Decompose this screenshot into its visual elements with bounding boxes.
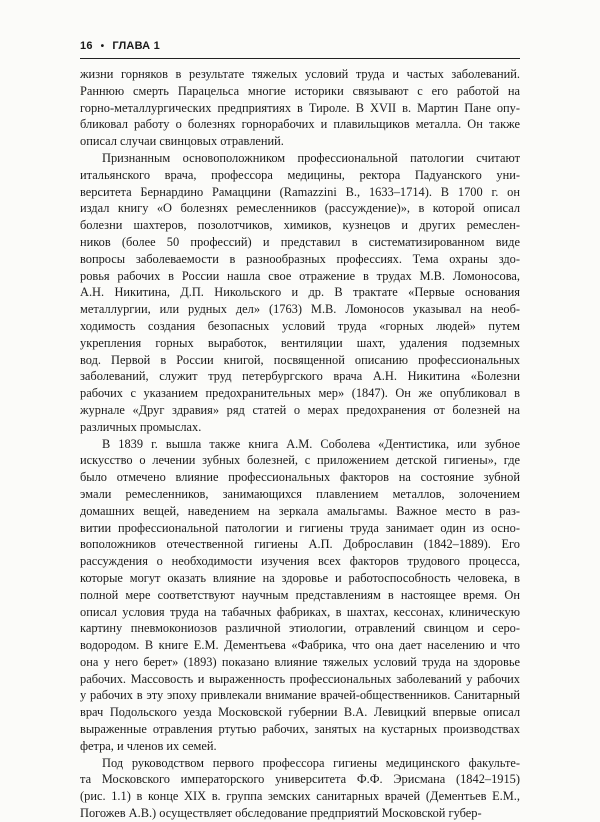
text-line: вопросы заболеваемости в разнообразных профессиях. Тема охраны здо-: [80, 251, 520, 266]
text-line: у рабочих в эту эпоху привлекали внимание врачей-общественников. Санитарный: [80, 688, 520, 703]
body-text: [80, 66, 520, 822]
text-line: ровья рабочих в России нашла свое отражение в трудах М.В. Ломоносова,: [80, 268, 520, 283]
text-line: заболеваний, служит труд петербургского врача А.Н. Никитина «Болезни: [80, 369, 520, 384]
text-line: полной мере соответствуют научным представлениям в настоящее время. Он: [80, 587, 520, 602]
page-number: 16: [80, 40, 93, 52]
text-line: итальянского врача, профессора медицины, ректора Падуанского уни-: [80, 167, 520, 182]
text-line: выраженные отравления ртутью рабочих, занятых на кустарных производствах: [80, 722, 520, 737]
text-line: Признанным основоположником профессиональной патологии считают: [102, 150, 520, 165]
chapter-title: ГЛАВА 1: [112, 40, 160, 52]
text-line: фетра, и членов их семей.: [80, 738, 217, 753]
text-line: воположников отечественной гигиены А.П. Доброславин (1842–1889). Его: [80, 537, 520, 552]
text-line: верситета Бернардино Рамаццини (Ramazzini B., 1633–1714). В 1700 г. он: [80, 184, 520, 199]
paragraph: [80, 755, 520, 822]
text-line: (рис. 1.1) в конце XIX в. группа земских санитарных врачей (Дементьев Е.М.,: [80, 789, 520, 804]
text-line: жизни горняков в результате тяжелых условий труда и частых заболеваний.: [80, 67, 520, 81]
text-line: различных промыслах.: [80, 419, 202, 434]
paragraph: [80, 436, 520, 755]
text-line: ников (более 50 профессий) и представил в систематизированном виде: [80, 234, 520, 249]
text-line: картину пневмокониозов различной этиологии, отравлений свинцом и серо-: [80, 621, 520, 636]
text-line: описал условия труда на табачных фабриках, в шахтах, кессонах, клиническую: [80, 604, 520, 619]
text-line: она у него берет» (1893) показано влияние тяжелых условий труда на здоровье: [80, 654, 520, 669]
text-line: рассуждения о необходимости изучения всех факторов трудового процесса,: [80, 554, 520, 569]
text-line: Под руководством первого профессора гигиены медицинского факульте-: [102, 755, 520, 770]
text-line: витии профессиональной патологии и гигиены труда занимает один из осно-: [80, 520, 520, 535]
text-line: рабочих с указанием предохранительных мер» (1847). Он же опубликовал в: [80, 386, 520, 401]
text-line: металлургии, или рудных дел» (1763) М.В. Ломоносов указывал на необ-: [80, 302, 520, 317]
text-line: Погожев А.В.) осуществляет обследование предприятий Московской губер-: [80, 806, 482, 821]
text-line: вод. Первой в России книгой, посвященной описанию профессиональных: [80, 352, 520, 367]
text-line: та Московского императорского университета Ф.Ф. Эрисмана (1842–1915): [80, 772, 520, 787]
text-line: Раннюю смерть Парацельса многие историки связывают с его работой на: [80, 83, 520, 98]
text-line: которые могут оказать влияние на здоровье и работоспособность человека, в: [80, 570, 520, 585]
text-line: горно-металлургических предприятиях в Тироле. В XVII в. Мартин Пане опу-: [80, 100, 520, 115]
text-line: укрепления горных выработок, вентиляции шахт, удаления подземных: [80, 335, 520, 350]
header-rule: [80, 58, 520, 59]
text-line: домашних вещей, наведением на зеркала амальгамы. Важное место в раз-: [80, 503, 520, 518]
bullet-icon: •: [100, 40, 105, 52]
text-line: бликовал работу о болезнях горнорабочих и плавильщиков металла. Он также: [80, 117, 520, 132]
text-line: искусство о лечении зубных болезней, с приложением детской гигиены», где: [80, 453, 520, 468]
text-line: болезни шахтеров, позолотчиков, химиков, кузнецов и других ремеслен-: [80, 218, 520, 233]
text-line: А.Н. Никитина, Д.П. Никольского и др. В трактате «Первые основания: [80, 285, 520, 300]
text-line: описал случаи свинцовых отравлений.: [80, 134, 284, 149]
text-line: врач Подольского уезда Московской губернии В.А. Левицкий впервые описал: [80, 705, 520, 720]
paragraph: [80, 150, 520, 436]
text-line: эмали ремесленников, занимающихся плавлением металлов, золочением: [80, 486, 520, 501]
text-line: журнале «Друг здравия» ряд статей о мерах предохранения от болезней на: [80, 402, 520, 417]
text-line: В 1839 г. вышла также книга А.М. Соболева «Дентистика, или зубное: [102, 436, 520, 451]
text-line: было отмечено влияние профессиональных факторов на состояние зубной: [80, 470, 520, 485]
text-line: ходимость создания безопасных условий труда «горных людей» путем: [80, 318, 520, 333]
text-line: рабочих. Массовость и выраженность профессиональных заболеваний у рабочих: [80, 671, 520, 686]
paragraph: [80, 66, 520, 150]
running-head: [80, 40, 160, 52]
text-line: издал книгу «О болезнях ремесленников (рассуждение)», в которой описал: [80, 201, 520, 216]
text-line: водородом. В книге Е.М. Дементьева «Фабрика, что она дает населению и что: [80, 638, 520, 653]
